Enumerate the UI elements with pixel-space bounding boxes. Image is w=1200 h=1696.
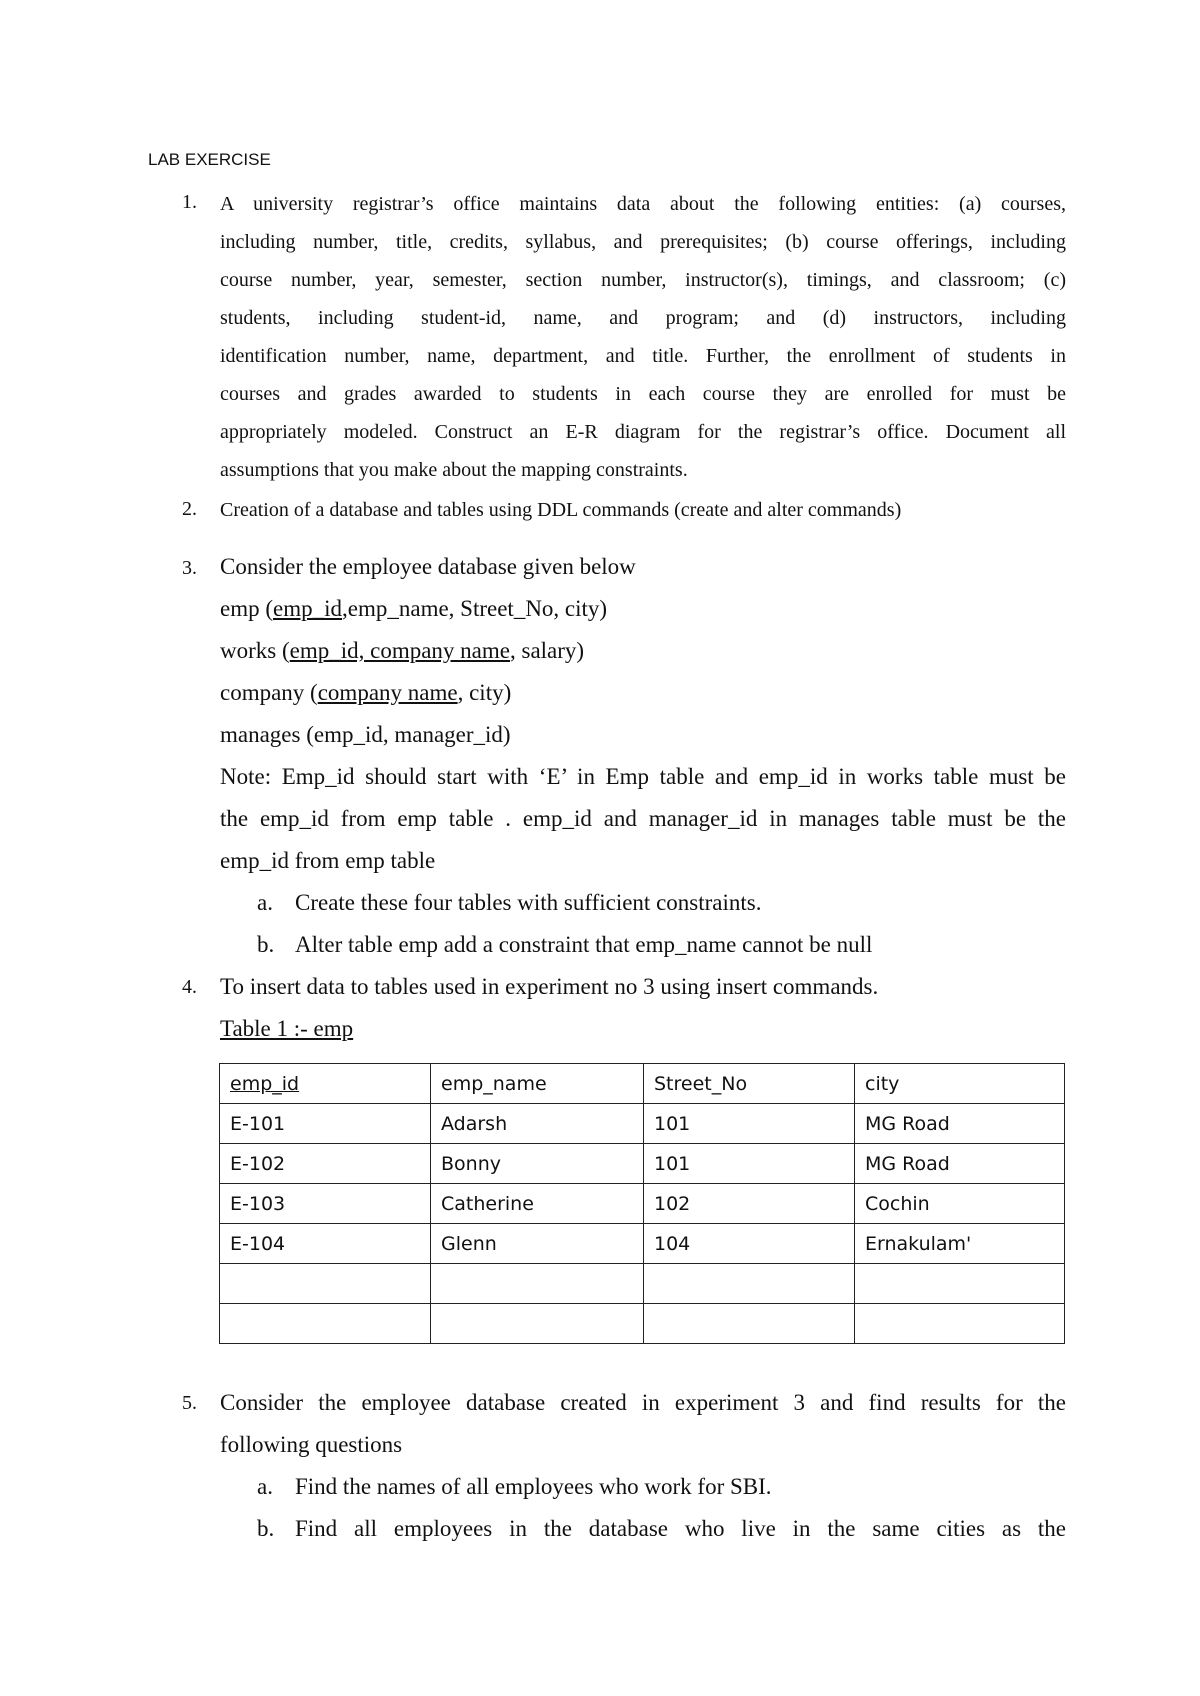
schema-emp: emp (emp_id,emp_name, Street_No, city)	[220, 596, 608, 621]
table-row	[220, 1144, 1065, 1184]
q1-number: 1.	[182, 191, 197, 213]
q3-a-label: a.	[257, 890, 273, 915]
q3-a-text: Create these four tables with sufficient constraints.	[295, 890, 762, 915]
q3-note-line: Note: Emp_id should start with ‘E’ in Emp table and emp_id in works table must be	[220, 764, 1066, 789]
table-cell: 104	[644, 1224, 855, 1264]
table-header-cell: emp_id	[220, 1064, 431, 1104]
q2-text: Creation of a database and tables using DDL commands (create and alter commands)	[220, 499, 902, 521]
q1-line: appropriately modeled. Construct an E-R diagram for the registrar’s office. Document all	[220, 421, 1066, 443]
schema-company: company (company name, city)	[220, 680, 512, 705]
table-cell: 101	[644, 1144, 855, 1184]
table-row	[220, 1224, 1065, 1264]
table-cell: E-104	[220, 1224, 431, 1264]
q4-number: 4.	[182, 976, 197, 998]
table-cell: E-103	[220, 1184, 431, 1224]
q1-line: students, including student-id, name, and program; and (d) instructors, including	[220, 307, 1066, 329]
table-cell: Ernakulam'	[855, 1224, 1065, 1264]
q1-line: A university registrar’s office maintains data about the following entities: (a) courses,	[220, 193, 1066, 215]
table-row	[220, 1184, 1065, 1224]
q1-line: including number, title, credits, syllabus, and prerequisites; (b) course offerings, including	[220, 231, 1066, 253]
table-cell	[644, 1264, 855, 1304]
table-caption: Table 1 :- emp	[220, 1016, 354, 1041]
q4-text: To insert data to tables used in experiment no 3 using insert commands.	[220, 974, 879, 999]
q1-line: courses and grades awarded to students in each course they are enrolled for must be	[220, 383, 1066, 405]
q2-number: 2.	[182, 498, 197, 520]
table-header-row	[220, 1064, 1065, 1104]
table-cell: Glenn	[431, 1224, 644, 1264]
schema-manages: manages (emp_id, manager_id)	[220, 722, 511, 747]
schema-company-key: company name	[317, 680, 458, 705]
table-cell: MG Road	[855, 1144, 1065, 1184]
table-cell	[431, 1304, 644, 1344]
q3-b-label: b.	[257, 932, 275, 957]
table-header-cell: city	[855, 1064, 1065, 1104]
q1-line: identification number, name, department, and title. Further, the enrollment of students in	[220, 345, 1066, 367]
table-cell: 101	[644, 1104, 855, 1144]
q5-b-text: Find all employees in the database who live in the same cities as the	[295, 1516, 1066, 1541]
q3-intro: Consider the employee database given below	[220, 554, 636, 579]
q1-line: assumptions that you make about the mapping constraints.	[220, 459, 688, 481]
table-cell: Adarsh	[431, 1104, 644, 1144]
table-cell	[431, 1264, 644, 1304]
page-heading: LAB EXERCISE	[148, 150, 271, 169]
table-cell: E-101	[220, 1104, 431, 1144]
q5-line: following questions	[220, 1432, 403, 1457]
q5-a-label: a.	[257, 1474, 273, 1499]
schema-works-key: emp_id, company name	[289, 638, 510, 663]
q5-b-label: b.	[257, 1516, 275, 1541]
table-cell: 102	[644, 1184, 855, 1224]
q1-line: course number, year, semester, section number, instructor(s), timings, and classroom; (c)	[220, 269, 1066, 291]
q5-line: Consider the employee database created in experiment 3 and find results for the	[220, 1390, 1066, 1415]
table-cell: Cochin	[855, 1184, 1065, 1224]
table-cell: MG Road	[855, 1104, 1065, 1144]
table-row-empty	[220, 1264, 1065, 1304]
emp-table	[219, 1063, 1065, 1344]
table-cell	[855, 1264, 1065, 1304]
table-cell	[220, 1264, 431, 1304]
table-header-cell: emp_name	[431, 1064, 644, 1104]
table-cell	[220, 1304, 431, 1344]
q3-note-line: the emp_id from emp table . emp_id and manager_id in manages table must be the	[220, 806, 1066, 831]
q3-number: 3.	[182, 557, 197, 579]
table-cell	[644, 1304, 855, 1344]
table-header-cell: Street_No	[644, 1064, 855, 1104]
q5-a-text: Find the names of all employees who work for SBI.	[295, 1474, 772, 1499]
schema-emp-key: emp_id	[273, 596, 343, 621]
q5-number: 5.	[182, 1392, 197, 1414]
schema-works: works (emp_id, company name, salary)	[220, 638, 585, 663]
table-row	[220, 1104, 1065, 1144]
table-cell: Catherine	[431, 1184, 644, 1224]
table-cell: Bonny	[431, 1144, 644, 1184]
q3-b-text: Alter table emp add a constraint that emp_name cannot be null	[295, 932, 873, 957]
q3-note-line: emp_id from emp table	[220, 848, 436, 873]
table-cell: E-102	[220, 1144, 431, 1184]
table-row-empty	[220, 1304, 1065, 1344]
table-cell	[855, 1304, 1065, 1344]
